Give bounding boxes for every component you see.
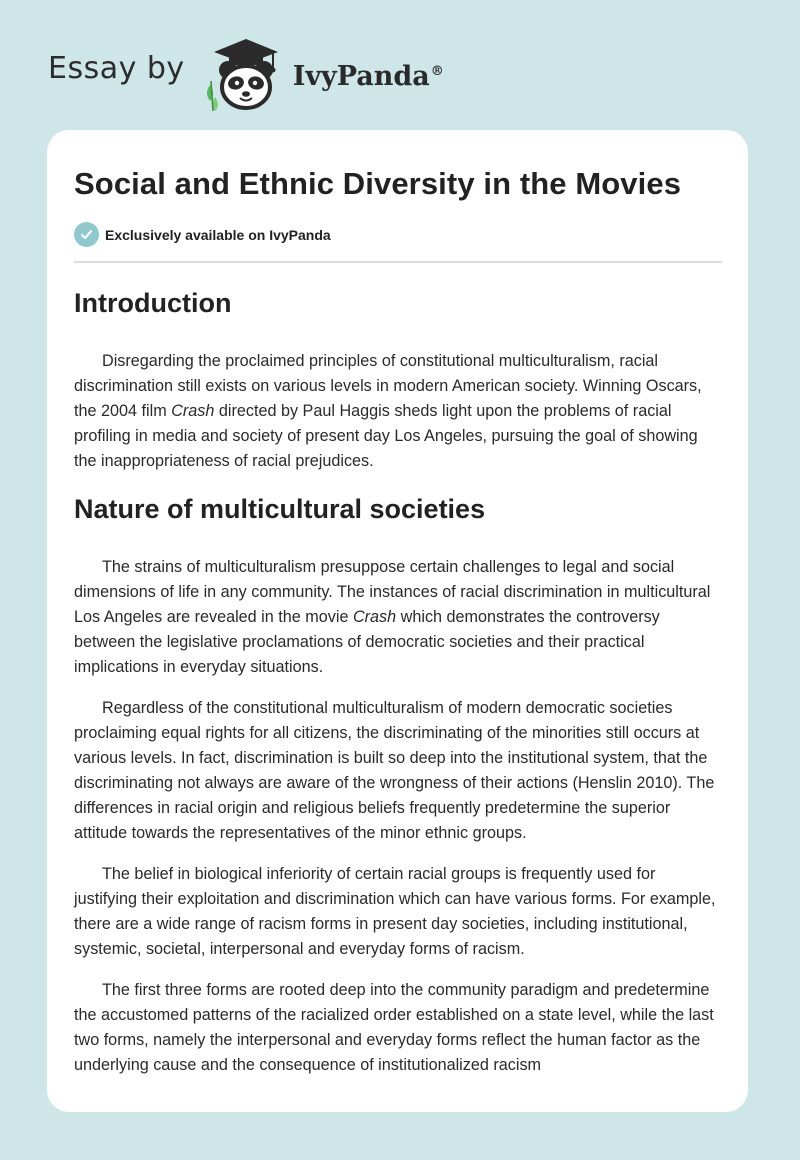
body-paragraph: Regardless of the constitutional multiculturalism of modern democratic societies proclaiming equal rights for all citizens, the discriminating of the minorities still occurs at various levels. In fact, discrimination is built so deep into the institutional system, that the discriminating not always are aware of the wrongness of their actions (Henslin 2010). The differences in racial origin and religious beliefs frequently predetermine the superior attitude towards the representatives of the minor ethnic groups. bbox=[74, 699, 715, 842]
intro-paragraph: Disregarding the proclaimed principles of constitutional multiculturalism, racial discrimination still exists on various levels in modern American society. Winning Oscars, the 2004 film Crash directed by Paul Haggis sheds light upon the problems of racial profiling in media and society of present day Los Angeles, pursuing the goal of showing the inappropriateness of racial prejudices. bbox=[74, 352, 702, 470]
body-paragraph: The strains of multiculturalism presuppose certain challenges to legal and social dimensions of life in any community. The instances of racial discrimination in multicultural Los Angeles are revealed in the movie Crash which demonstrates the controversy between the legislative proclamations of democratic societies and their practical implications in everyday situations. bbox=[74, 558, 711, 676]
section-heading-introduction: Introduction bbox=[74, 288, 232, 318]
title-divider bbox=[74, 261, 722, 263]
exclusive-badge bbox=[74, 222, 722, 247]
check-icon bbox=[74, 222, 99, 247]
essay-by-label: Essay by bbox=[48, 50, 185, 86]
panda-graduate-logo-icon[interactable] bbox=[199, 35, 289, 113]
essay-card bbox=[47, 130, 748, 1112]
film-title: Crash bbox=[171, 402, 215, 420]
body-paragraph: The belief in biological inferiority of certain racial groups is frequently used for justifying their exploitation and discrimination which can have various forms. For example, there are a wide range of racism forms in present day societies, including institutional, systemic, societal, interpersonal and everyday forms of racism. bbox=[74, 865, 716, 958]
film-title: Crash bbox=[352, 608, 397, 626]
section-heading-nature: Nature of multicultural societies bbox=[74, 494, 486, 524]
brand-name[interactable]: IvyPanda® bbox=[292, 60, 444, 92]
registered-mark: ® bbox=[430, 63, 444, 79]
check-mark-glyph bbox=[80, 228, 93, 241]
site-header bbox=[48, 34, 444, 114]
exclusive-badge-text: Exclusively available on IvyPanda bbox=[105, 226, 331, 243]
page-title: Social and Ethnic Diversity in the Movies bbox=[74, 166, 682, 201]
body-paragraph: The first three forms are rooted deep into the community paradigm and predetermine the accustomed patterns of the racialized order established on a state level, while the last two forms, namely the interpersonal and everyday forms reflect the human factor as the underlying cause and the consequence of institutionalized racism bbox=[74, 981, 714, 1074]
